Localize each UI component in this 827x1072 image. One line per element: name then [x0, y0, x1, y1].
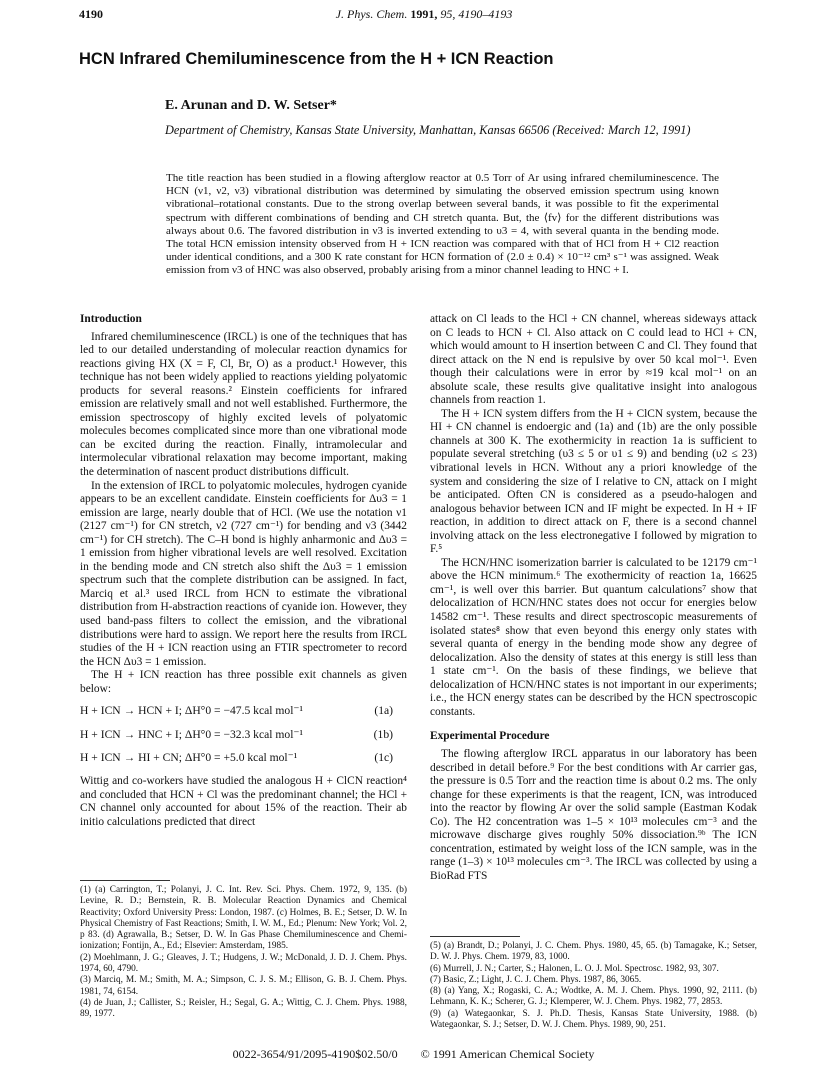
footnote: (6) Murrell, J. N.; Carter, S.; Halonen, L. O. J. Mol. Spectrosc. 1982, 93, 307.	[430, 963, 719, 974]
left-column	[80, 313, 407, 829]
equation-number: (1c)	[374, 751, 393, 765]
section-heading-experimental: Experimental Procedure	[430, 730, 550, 743]
footnotes-left	[80, 880, 407, 1021]
footnote-rule	[430, 936, 520, 937]
journal-citation	[79, 7, 769, 22]
footnote: (1) (a) Carrington, T.; Polanyi, J. C. Int. Rev. Sci. Phys. Chem. 1972, 9, 135. (b) Levine, R. D.; Bernstein, R. B. Molecular Reaction Dynamics and Chemical Reactivity; Oxford University Press: London, 1987. (c) Holmes, B. E.; Setser, D. W. In Physical Chemistry of Fast Reactions; Smith, I. W. M., Ed.; Plenum: New York; Vol. 2, p 83. (d) Agrawalla, B.; Setser, D. W. In Gas Phase Chemiluminescence and Chemi-ionization; Fontijn, A., Ed.; Elsevier: Amsterdam, 1985.	[80, 885, 407, 952]
equation-number: (1b)	[373, 727, 393, 741]
footnote: (3) Marciq, M. M.; Smith, M. A.; Simpson, C. J. S. M.; Ellison, G. B. J. Chem. Phys. 1981, 74, 6154.	[80, 975, 407, 997]
journal-name: J. Phys. Chem.	[335, 7, 408, 21]
paragraph: The H + ICN system differs from the H + ClCN system, because the HI + CN channel is endoergic and (1a) and (1b) are the only possible channels at 300 K. The exothermicity in reaction 1a is sufficient to populate several stretching (υ3 ≤ 5 or υ1 ≤ 9) and bending (υ2 ≤ 23) vibrational levels in HCN. Without any a priori knowledge of the system and considering the size of I relative to CN, attack on I might be anticipated. Often CN is considered as a pseudo-halogen and analogous behavior between ICN and IF might be expected. In H + IF reaction, in addition to direct attack on F, there is a second channel involving attack on the less electronegative I followed by migration to F.⁵	[430, 407, 757, 556]
equation-block	[80, 704, 407, 765]
equation-1c	[80, 751, 407, 765]
paper-title: HCN Infrared Chemiluminescence from the H + ICN Reaction	[79, 50, 554, 68]
footnote: (4) de Juan, J.; Callister, S.; Reisler, H.; Segal, G. A.; Wittig, C. J. Chem. Phys. 1988, 89, 1977.	[80, 997, 407, 1020]
paragraph: The HCN/HNC isomerization barrier is calculated to be 12179 cm⁻¹ above the HCN minimum.⁶ The exothermicity of reaction 1a, 16625 cm⁻¹, is well over this barrier. But quantum calculations⁷ show that delocalization of HCN/HNC states does not occur for energies below 14582 cm⁻¹. These results and direct spectroscopic measurements of isolated states⁸ show that even beyond this energy only states with several quanta of energy in the bending mode show any degree of delocalization. Also the density of states at this energy is still less than 1 state cm⁻¹. On the basis of these findings, we believe that delocalization of HCN/HNC states is not important in our experiments; i.e., the HCN energy states can be described by the HCN spectroscopic constants.	[430, 556, 757, 718]
page-footer	[0, 1047, 827, 1062]
equation-number: (1a)	[374, 704, 393, 718]
section-heading-introduction: Introduction	[80, 313, 142, 325]
equation-1a	[80, 704, 407, 718]
article-code: 0022-3654/91/2095-4190$02.50/0	[232, 1047, 398, 1061]
footnote: (8) (a) Yang, X.; Rogaski, C. A.; Wodtke, A. M. J. Chem. Phys. 1990, 92, 2111. (b) Lehmann, K. K.; Scherer, G. J.; Klemperer, W. J. Chem. Phys. 1982, 77, 2853.	[430, 986, 757, 1008]
footnote-rule	[80, 880, 170, 881]
copyright-notice: © 1991 American Chemical Society	[420, 1047, 595, 1061]
right-column	[430, 313, 757, 883]
journal-volume-pages: 95, 4190–4193	[440, 7, 513, 21]
footnotes-right	[430, 936, 757, 1031]
footnote: (9) (a) Wategaonkar, S. J. Ph.D. Thesis, Kansas State University, 1988. (b) Wategaonkar, S. J.; Setser, D. W. J. Chem. Phys. 1989, 90, 251.	[430, 1008, 757, 1031]
journal-year: 1991,	[410, 7, 438, 21]
footnote: (2) Moehlmann, J. G.; Gleaves, J. T.; Hudgens, J. W.; McDonald, J. D. J. Chem. Phys. 1974, 60, 4790.	[80, 952, 407, 975]
running-header	[79, 7, 769, 25]
paragraph: In the extension of IRCL to polyatomic molecules, hydrogen cyanide appears to be an excellent candidate. Einstein coefficients for Δυ3 = 1 emission are large, nearly double that of HCl. (We use the notation ν1 (2127 cm⁻¹) for CN stretch, ν2 (727 cm⁻¹) for bending and ν3 (3442 cm⁻¹) for CH stretch). The C–H bond is highly anharmonic and Δυ3 = 1 emission from higher vibrational levels are well resolved. Excitation in the bending mode and CN stretch also shift the Δυ3 = 1 emission spectrum such that the complete distribution can be assigned. In fact, Marciq et al.³ used IRCL from HCN to estimate the vibrational distribution from H-abstraction reactions of cyanide ion. However, they used band-pass filters to collect the emission, and the vibrational distributions were hard to assign. We report here the results from IRCL studies of the H + ICN reaction using an FTIR spectrometer to record the HCN Δυ3 = 1 emission.	[80, 479, 407, 668]
paragraph: Wittig and co-workers have studied the analogous H + ClCN reaction⁴ and concluded that HCN + Cl was the predominant channel; the HCl + CN channel only accounted for about 15% of the reaction. Their ab initio calculations predicted that direct	[80, 774, 407, 828]
affiliation: Department of Chemistry, Kansas State University, Manhattan, Kansas 66506 (Received: March 12, 1991)	[165, 123, 691, 137]
footnote: (5) (a) Brandt, D.; Polanyi, J. C. Chem. Phys. 1980, 45, 65. (b) Tamagake, K.; Setser, D. W. J. Phys. Chem. 1979, 83, 1000.	[430, 941, 757, 963]
equation-text: H + ICN → HNC + I; ΔH°0 = −32.3 kcal mol⁻¹	[80, 727, 304, 741]
paragraph: The flowing afterglow IRCL apparatus in our laboratory has been described in detail before.⁹ For the best conditions with Ar carrier gas, the pressure is 0.5 Torr and the reaction time is about 0.2 ms. The only change for these experiments is that the reagent, ICN, was introduced into the reactor by flowing Ar over the solid sample (Eastman Kodak Co). The H2 concentration was 1–5 × 10¹³ molecules cm⁻³ and the microwave discharge gives roughly 50% dissociation.⁹ᵇ The ICN concentration, estimated by weight loss of the ICN sample, was in the range (1–3) × 10¹³ molecules cm⁻³. The IRCL was collected by using a BioRad FTS	[430, 747, 757, 882]
footnote: (7) Basic, Z.; Light, J. C. J. Chem. Phys. 1987, 86, 3065.	[430, 974, 642, 985]
equation-text: H + ICN → HCN + I; ΔH°0 = −47.5 kcal mol⁻¹	[80, 704, 304, 718]
paragraph: attack on Cl leads to the HCl + CN channel, whereas sideways attack on C leads to HCN + Cl. Also attack on C could lead to HCl + CN, which would amount to H insertion between C and Cl. They found that direct attack on the N end is repulsive by over 50 kcal mol⁻¹. Even though their calculations were in error by ≈19 kcal mol⁻¹ on an absolute scale, these results give qualitative insight into analogous channels from reaction 1.	[430, 313, 757, 407]
equation-text: H + ICN → HI + CN; ΔH°0 = +5.0 kcal mol⁻¹	[80, 751, 298, 765]
paragraph: The H + ICN reaction has three possible exit channels as given below:	[80, 669, 407, 695]
author-list: E. Arunan and D. W. Setser*	[165, 98, 337, 113]
paragraph: Infrared chemiluminescence (IRCL) is one of the techniques that has led to our detailed understanding of molecular reaction dynamics for reactions giving HX (X = F, Cl, Br, O) as a product.¹ However, this technique has not been widely applied to reactions yielding polyatomic products for several reasons.² Einstein coefficients for infrared emission are relatively small and not well established. Furthermore, the emission spectroscopy of highly excited levels of polyatomic molecules becomes complicated since more than one vibrational mode can be excited during the reaction. Finally, intramolecular and intermolecular vibrational relaxation may become important, making the determination of nascent product distributions difficult.	[80, 330, 407, 479]
abstract: The title reaction has been studied in a flowing afterglow reactor at 0.5 Torr of Ar using infrared chemiluminescence. The HCN (ν1, ν2, ν3) vibrational distribution was determined by simulating the observed emission spectrum using known vibrational–rotational constants. Due to the strong overlap between several bands, it was possible to fit the experimental spectrum with different combinations of bending and CH stretch quanta. But, the ⟨fv⟩ for the different distributions was always about 0.6. The favored distribution in ν3 is inverted extending to υ3 = 4, with several quanta in the bending mode. The total HCN emission intensity observed from H + ICN reaction was compared with that of HCl from H + Cl2 reaction under identical conditions, and a 300 K rate constant for HCN formation of (2.0 ± 0.4) × 10⁻¹² cm³ s⁻¹ was assigned. Weak emission from ν3 of HNC was also observed, probably arising from a minor channel leading to HNC + I.	[166, 172, 719, 277]
equation-1b	[80, 728, 407, 742]
page-number: 4190	[79, 7, 103, 21]
